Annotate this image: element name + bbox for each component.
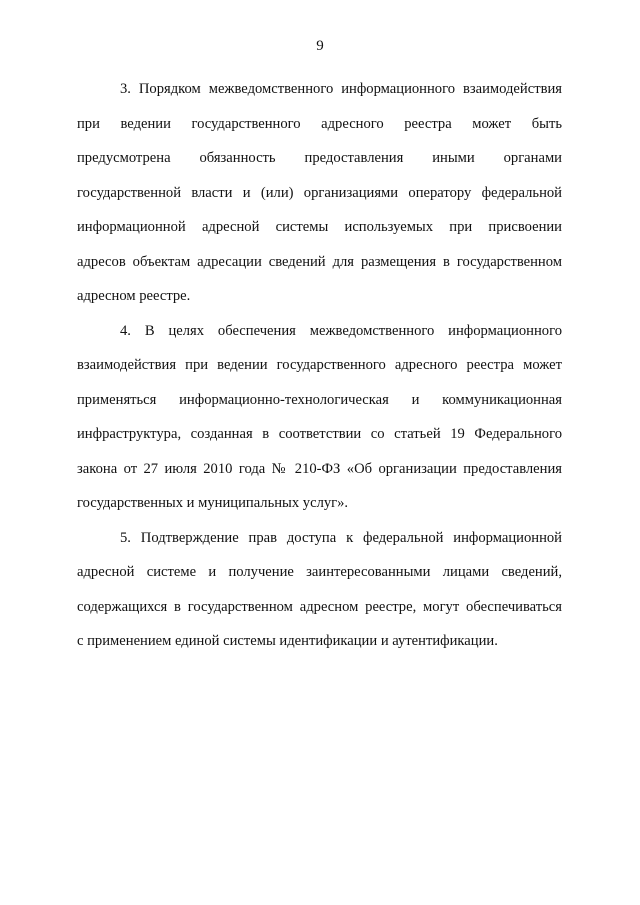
paragraph-4 (77, 314, 562, 521)
text-line: государственной власти и (или) организациями оператору федеральной (77, 184, 562, 201)
paragraph-3 (77, 72, 562, 314)
document-body (77, 72, 562, 659)
text-line: с применением единой системы идентификации и аутентификации. (77, 633, 498, 649)
text-line: адресном реестре. (77, 288, 191, 304)
page-number: 9 (316, 38, 324, 54)
text-line: закона от 27 июля 2010 года № 210-ФЗ «Об организации предоставления (77, 460, 562, 477)
text-line: адресов объектам адресации сведений для размещения в государственном (77, 253, 562, 270)
text-line: адресной системе и получение заинтересованными лицами сведений, (77, 564, 562, 580)
text-line: взаимодействия при ведении государственного адресного реестра может (77, 357, 562, 373)
text-line: информационной адресной системы используемых при присвоении (77, 219, 562, 235)
text-line: 5. Подтверждение прав доступа к федеральной информационной (120, 529, 562, 546)
text-line: предусмотрена обязанность предоставления иными органами (77, 150, 562, 166)
paragraph-5 (77, 521, 562, 659)
text-line: применяться информационно-технологическая и коммуникационная (77, 391, 562, 408)
text-line: 4. В целях обеспечения межведомственного информационного (120, 322, 562, 339)
text-line: государственных и муниципальных услуг». (77, 495, 349, 511)
text-line: содержащихся в государственном адресном реестре, могут обеспечиваться (77, 598, 562, 615)
text-line: при ведении государственного адресного реестра может быть (77, 115, 562, 132)
text-line: инфраструктура, созданная в соответствии со статьей 19 Федерального (77, 426, 562, 442)
text-line: 3. Порядком межведомственного информационного взаимодействия (120, 81, 562, 97)
